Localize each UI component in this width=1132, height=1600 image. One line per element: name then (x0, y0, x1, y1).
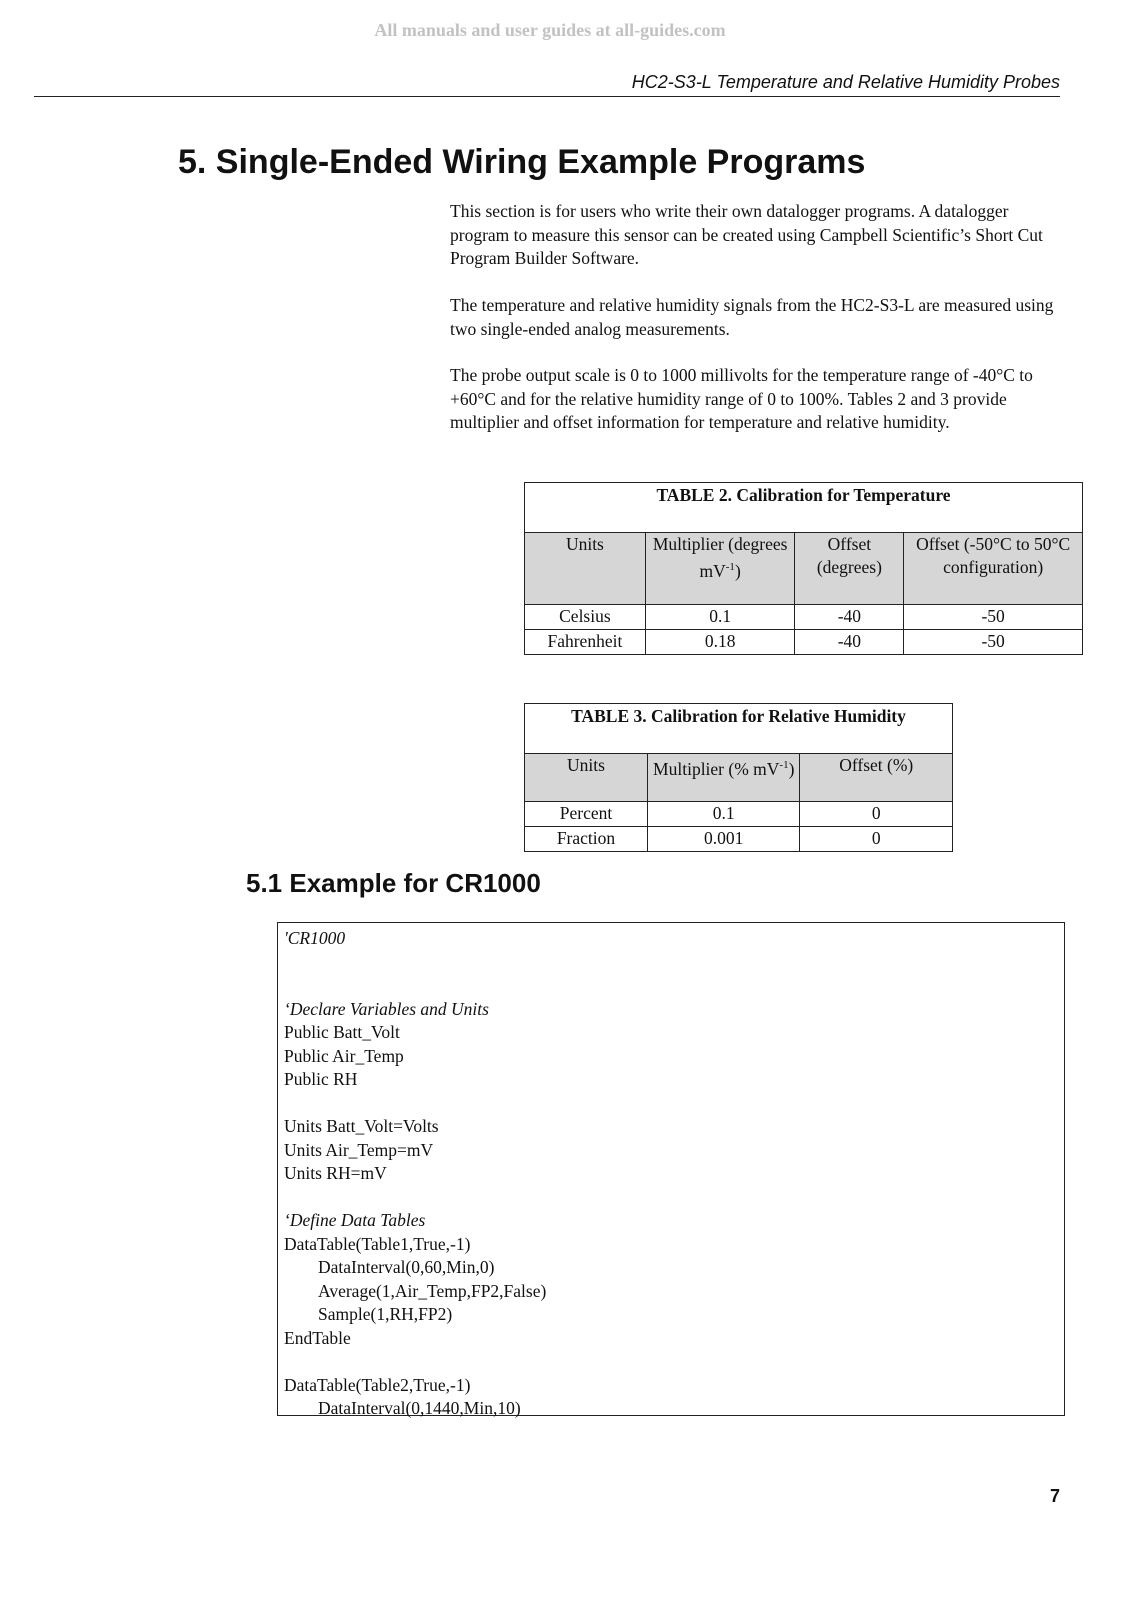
code-listing (277, 922, 1065, 1416)
column-header-offset: Offset (%) (800, 754, 953, 802)
running-header: HC2-S3-L Temperature and Relative Humidity Probes (631, 72, 1060, 92)
page-number: 7 (1049, 1486, 1060, 1506)
code-line: DataInterval(0,1440,Min,10) (318, 1398, 521, 1418)
column-header-multiplier: Multiplier (degrees $mV^{-1}$) (645, 533, 795, 605)
code-line: EndTable (284, 1327, 351, 1348)
section-title: 5. Single-Ended Wiring Example Programs (178, 143, 866, 181)
table-row (525, 605, 1083, 630)
column-header-units: Units (525, 533, 646, 605)
code-line (284, 1186, 1058, 1210)
cell-offset-alt: -50 (904, 605, 1083, 630)
cell-multiplier: 0.1 (648, 802, 800, 827)
code-line: Units Batt_Volt=Volts (284, 1116, 439, 1136)
watermark: All manuals and user guides at all-guides.com (374, 20, 726, 40)
code-line: DataTable(Table1,True,-1) (284, 1233, 471, 1254)
code-line (284, 1092, 1058, 1116)
code-line: Units RH=mV (284, 1163, 387, 1183)
intro-paragraph: This section is for users who write their own datalogger programs. A datalogger program to measure this sensor can be created using Campbell Scientific’s Short Cut Program Builder Software. (450, 201, 1043, 268)
humidity-calibration-table (524, 703, 953, 852)
table-row (525, 802, 953, 827)
signals-paragraph: The temperature and relative humidity signals from the HC2-S3-L are measured using two single-ended analog measurements. (450, 295, 1054, 339)
column-header-units: Units (525, 754, 648, 802)
code-line: Public Batt_Volt (284, 1022, 400, 1042)
column-header-multiplier: Multiplier (% $mV^{-1}$) (648, 754, 800, 802)
cell-offset: 0 (800, 802, 953, 827)
header-rule (34, 96, 1060, 97)
table-caption: TABLE 2. Calibration for Temperature (525, 483, 1083, 533)
cell-offset: -40 (795, 630, 904, 655)
cell-units: Fraction (525, 827, 648, 852)
code-line: ‘Declare Variables and Units (284, 998, 489, 1019)
table-caption: TABLE 3. Calibration for Relative Humidity (525, 704, 953, 754)
cell-units: Celsius (525, 605, 646, 630)
table-row (525, 827, 953, 852)
code-line (284, 1350, 1058, 1374)
column-header-offset: Offset (degrees) (795, 533, 904, 605)
cell-units: Fahrenheit (525, 630, 646, 655)
cell-offset: 0 (800, 827, 953, 852)
cell-offset-alt: -50 (904, 630, 1083, 655)
output-scale-paragraph: The probe output scale is 0 to 1000 millivolts for the temperature range of -40°C to +60°C and for the relative humidity range of 0 to 100%. Tables 2 and 3 provide multiplier and offset information for temperature and relative humidity. (450, 365, 1033, 432)
code-line: ‘Define Data Tables (284, 1210, 426, 1230)
code-line: Public Air_Temp (284, 1045, 404, 1066)
subsection-title: 5.1 Example for CR1000 (246, 868, 541, 898)
code-line: DataTable(Table2,True,-1) (284, 1374, 471, 1395)
code-line: Public RH (284, 1069, 358, 1089)
table-row (525, 630, 1083, 655)
code-line (284, 974, 1058, 998)
column-header-offset-alt: Offset (-50°C to 50°C configuration) (904, 533, 1083, 605)
code-line (284, 951, 1058, 975)
code-line: DataInterval(0,60,Min,0) (318, 1257, 495, 1277)
cell-multiplier: 0.001 (648, 827, 800, 852)
code-line: Sample(1,RH,FP2) (318, 1304, 453, 1324)
cell-offset: -40 (795, 605, 904, 630)
cell-multiplier: 0.18 (645, 630, 795, 655)
cell-multiplier: 0.1 (645, 605, 795, 630)
code-line: Average(1,Air_Temp,FP2,False) (318, 1280, 547, 1301)
cell-units: Percent (525, 802, 648, 827)
temperature-calibration-table (524, 482, 1083, 655)
code-line: Units Air_Temp=mV (284, 1139, 434, 1160)
code-line: 'CR1000 (284, 928, 346, 948)
